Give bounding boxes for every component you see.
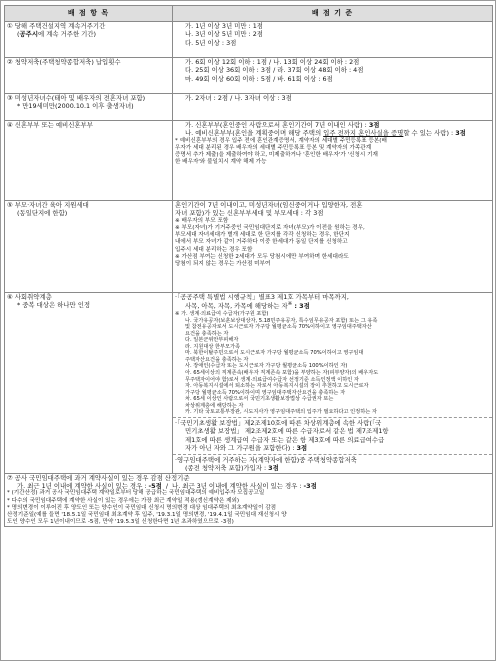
criteria-line: 가. 신혼부부(혼인중인 사람으로서 혼인기간이 7년 이내인 사람) : 3점 [185,121,380,129]
list-item: 차. 65세 이상인 사람으로서 국민기초생활보장법상 수급권자 또는 [185,396,334,403]
note-line: * (기간산정) 과거 공사 국민임대주택 계약일로부터 당해 공급하는 국민임대주택의 예비입주자 모집공고일 [7,490,265,497]
item-title: ⑤ 부모·자녀간 육아 지원세대 [7,201,89,209]
criteria-subscription-payments [173,58,493,94]
item-residence-period [5,22,173,58]
note-line: 입주시 세대 분리하는 경우 포함 [175,246,253,253]
criteria-line: 다. 25회 이상 36회 이하 : 3점 / 라. 37회 이상 48회 이하 : 4점 [185,66,364,75]
item-title: ⑦ 공사 국민임대주택에 과거 계약사실이 있는 경우 감점 산정기준 [7,473,190,482]
criteria-line: 가. 6회 이상 12회 이하 : 1점 / 나. 13회 이상 24회 이하 : 2점 [185,58,360,66]
criteria-line: 제1호에 따른 생계급여 수급자 또는 같은 항 제3호에 따른 의료급여수급 [185,435,385,444]
criteria-residence-period [173,22,493,58]
criteria-line: 민기초생활 보장법」 제2조제2호에 따른 수급자로서 같은 법 제7조제1항 [185,427,389,436]
list-item: 주택자산요건을 충족하는 자 [185,356,249,363]
note-line: 내에서 부모 자녀가 같이 거주하다 이중 한세대가 동일 단지를 신청하고 [175,239,348,246]
row-vulnerable-groups [5,293,493,474]
note-line: * 다수의 국민임대주택에 계약한 사실이 있는 경우에는 가장 최근 계약일 적용(갱신계약은 제외) [7,497,240,504]
list-item: 차상위계층에 해당하는 자 [185,402,244,409]
scoring-criteria-table [4,5,493,527]
criteria-line: 나. 예비신혼부부(혼인을 계획중이며 해당 주택의 입주 전까지 혼인사실을 증명할 수 있는 사람) : 3점 [185,129,466,138]
criteria-line: ·「공공주택 특별법 시행규칙」별표3 제1호 가목부터 마목까지, [175,293,349,301]
list-item: 카. 기타 국토교통부장관, 시도지사가 영구임대주택의 입주가 필요하다고 인정하는 자 [185,409,377,416]
item-title: ⑥ 사회취약계층 [7,293,52,301]
criteria-minor-children [173,94,493,121]
item-title: ① 당해 주택건설지역 계속거주기간 [7,22,106,30]
list-item: 마. 북한이탈주민으로서 도시근로자 가구당 월평균소득 70%이하이고 영구임대 [185,350,364,357]
item-title: ③ 미성년자녀수(태아 및 배우자의 전혼자녀 포함) [7,94,146,102]
item-subtitle: (공주시에 계속 거주한 기간) [17,30,97,39]
note-line: ※ 가산점 부여는 신청한 2세대가 모두 당첨시에만 부여하며 한세대라도 [175,253,349,260]
divider [173,454,492,455]
criteria-childcare-support [173,201,493,293]
row-residence-period [5,22,493,58]
criteria-line: (종전 청약저축 포함)가입자 : 3점 [185,464,279,473]
item-subscription-payments [5,58,173,94]
item-title: ④ 신혼부부 또는 예비신혼부부 [7,121,93,129]
note-line: 도인 양수인 모두 1년이내이므로 -5점, 만약 '19.5.3일 신청한다면 1년 초과하였으므로 -3점) [7,519,234,526]
header-scoring-items: 배 점 항 목 [5,6,173,22]
note-line: 증명서 추가 제출)을 제출하여야 하고, 미제출하거나 '혼인한 배우자'가 '신청시 기재 [175,152,378,159]
row-penalty-criteria [5,473,493,527]
row-newlyweds [5,121,493,201]
criteria-line: 다. 5년 이상 : 3점 [185,38,237,47]
criteria-line: 혼인기간이 7년 이내이고, 미성년자녀(임신중이거나 입양한자, 전혼 [175,201,363,209]
criteria-line: 가. 2자녀 : 2점 / 나. 3자녀 이상 : 3점 [185,94,292,102]
list-item: 나. 국가유공자(보훈보상대상자, 5.18민주유공자, 특수임무유공자 포함) 또는 그 유족 [185,317,378,324]
item-note: * 중복 대상은 하나만 인정 [17,301,91,310]
list-item: ※ 가. 생계·의료급여 수급자(가구원 포함) [175,311,269,318]
criteria-line: 자가 아닌 자와 그 가구원을 포함한다) : 3점 [185,444,308,453]
item-childcare-support [5,201,173,293]
list-item: 라. 지원대상 한부모가족 [185,343,241,350]
criteria-line: 자녀 포함)가 있는 신혼부부세대 및 부모세대 : 각 3점 [175,209,324,218]
list-item: 아. 65세이상의 직계존속(배우자 직계존속 포함)을 부양하는 자(피부양자)의 배우자도 [185,369,379,376]
list-item: 사. 장애인(수급자 또는 도시근로자 가구당 월평균소득 100%이하인 자) [185,363,348,370]
row-subscription-payments [5,58,493,94]
criteria-vulnerable-groups [173,293,493,474]
note-line: 당첨이 되지 않는 경우는 가산점 미부여 [175,260,271,267]
list-item: 및 참전유공자로서 도시근로자 가구당 월평균소득 70%이하이고 영구임대주택자산 [185,324,372,331]
note-line: * 명의변경이 이루어진 후 양도인 또는 양수인이 국민임대 신청시 명의변경 대상 임대주택의 최초계약일이 감점 [7,504,277,511]
list-item: 요건을 충족하는 자 [185,330,229,337]
item-vulnerable-groups [5,293,173,474]
item-subtitle: (동일단지에 한함) [17,209,68,218]
note-line: ※ 부모(자녀)가 기거주중인 국민임대단지로 자녀(부모)가 이전을 원하는 경우, [175,225,365,232]
criteria-line: 나. 3년 이상 5년 미만 : 2점 [185,30,263,39]
note-line: 한 배우자'와 불일치시 계약 해제 가능 [175,159,267,166]
item-title: ② 청약저축(주택청약종합저축) 납입횟수 [7,58,121,66]
penalty-criteria [5,473,493,527]
item-note: * 만19세미만(2000.10.1 이후 출생자녀) [17,102,134,111]
criteria-line: 사목, 아목, 자목, 카목에 해당하는 자※ : 3점 [185,301,310,311]
note-line: ※ 배우자의 부모 포함 [175,217,229,224]
criteria-line: 마. 49회 이상 60회 이하 : 5점 / 바. 61회 이상 : 6점 [185,74,333,83]
row-minor-children [5,94,493,121]
criteria-newlyweds [173,121,493,201]
list-item: 무주택자이어야 함)로서 생계·의료급여수급자 선정기준 소득인정액 이하인 자 [185,376,359,383]
criteria-line: ·「국민기초생활 보장법」제2조제10호에 따른 차상위계층에 속한 사람(「국 [175,418,382,427]
table-header-row [5,6,493,22]
list-item: 다. 일본군위안부피해자 [185,337,239,344]
list-item: 자. 아동복지시설에서 퇴소하는 자로서 아동복지시설의 장이 추천하고 도시근로자 [185,383,369,390]
row-childcare-support [5,201,493,293]
item-minor-children [5,94,173,121]
header-scoring-criteria: 배 점 기 준 [173,6,493,22]
criteria-line: ·영구임대주택에 거주하는 자(계약자에 한함)중 주택청약종합저축 [175,455,357,464]
note-line: 부모세대 자녀세대가 별개 세대로 한 단지를 각각 신청하는 경우, 한단지 [175,232,350,239]
criteria-line: 가. 1년 이상 3년 미만 : 1점 [185,22,263,30]
item-newlyweds [5,121,173,201]
criteria-line: 가. 최근 1년 이내에 계약한 사실이 있는 경우 : -5점 / 나. 최근 3년 이내에 계약한 사실이 있는 경우 : -3점 [17,481,317,490]
list-item: 가구당 월평균소득 70%이하이며 영구임대주택자산요건을 충족하는 자 [185,389,346,396]
divider [173,417,492,418]
note-line: 우자가 세대 분리된 경우 배우자의 세대별 주민등록표 등본 및 계약자의 가족관계 [175,145,372,152]
note-line: 산정기준일(예를 들면 '18.5.1일 국민임대 최초계약 후 입주, '19.3.1일 명의변경, '19.4.1일 국민임대 재신청시 양 [7,511,287,518]
note-line: * 예비신혼부부의 경우 입주 전에 혼인관계증명서, 계약자의 세대별 주민등록표 등본(배 [175,137,387,144]
